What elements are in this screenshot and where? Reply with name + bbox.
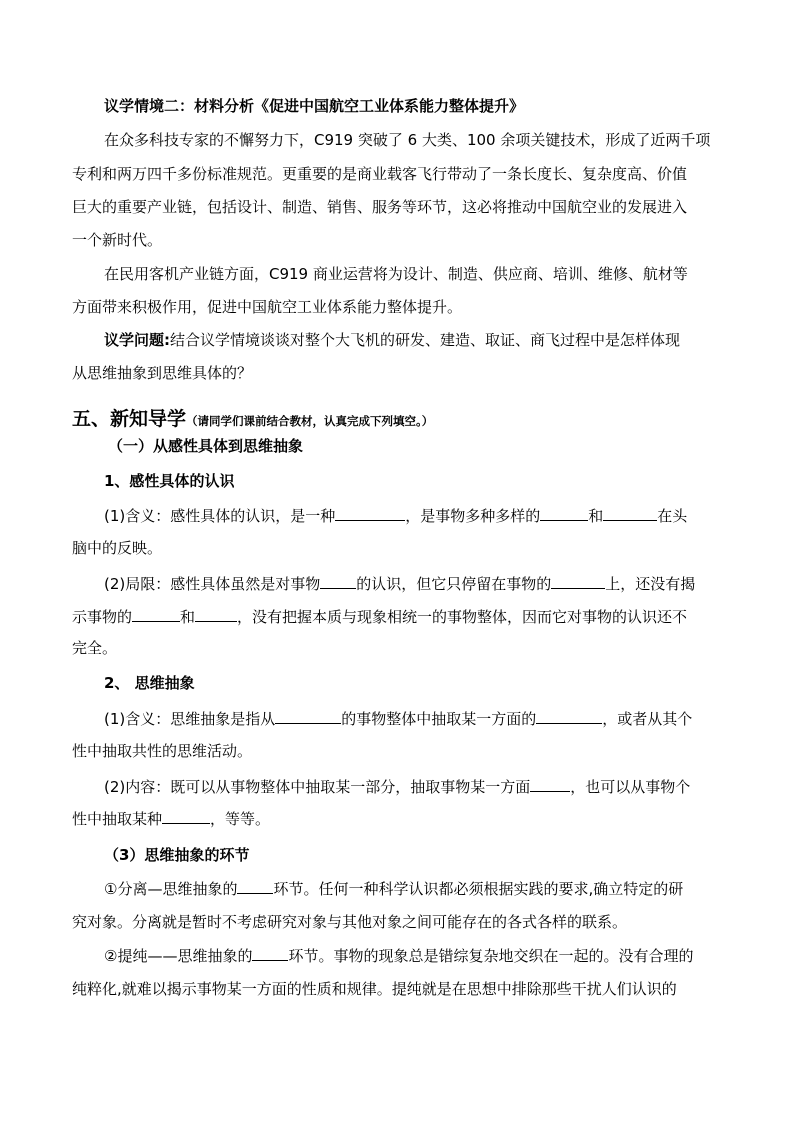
question-line2: 从思维抽象到思维具体的？ <box>72 364 253 382</box>
item1-def-line1: (1)含义：感性具体的认识，是一种 ，是事物多种多样的 和 在头 <box>104 507 688 525</box>
blank-input[interactable] <box>162 808 210 824</box>
blank-input[interactable] <box>320 573 356 589</box>
item2-content-line1: (2)内容：既可以从事物整体中抽取某一部分，抽取事物某一方面 ，也可以从事物个 <box>104 778 691 796</box>
blank-input[interactable] <box>252 945 288 961</box>
step1-line2: 究对象。分离就是暂时不考虑研究对象与其他对象之间可能存在的各式各样的联系。 <box>72 913 628 931</box>
item3-title: （3）思维抽象的环节 <box>104 846 250 864</box>
item1-title: 1、感性具体的认识 <box>104 472 235 490</box>
item1-lim-line3: 完全。 <box>72 639 118 657</box>
section5-heading: 五、新知导学 <box>72 408 187 430</box>
blank-input[interactable] <box>195 606 237 622</box>
step1-line1: ①分离—思维抽象的 环节。任何一种科学认识都必须根据实践的要求,确立特定的研 <box>104 880 684 898</box>
context2-para1-line1: 在众多科技专家的不懈努力下，C919 突破了 6 大类、100 余项关键技术，形成了近两千项 <box>104 131 711 149</box>
item2-def-line2: 性中抽取共性的思维活动。 <box>72 742 253 760</box>
blank-input[interactable] <box>335 505 405 521</box>
blank-input[interactable] <box>132 606 180 622</box>
question-line1 <box>104 330 680 350</box>
step2-line1: ②提纯——思维抽象的 环节。事物的现象总是错综复杂地交织在一起的。没有合理的 <box>104 947 694 965</box>
context2-para2-line2: 方面带来积极作用，促进中国航空工业体系能力整体提升。 <box>72 298 463 316</box>
item2-def-line1: (1)含义：思维抽象是指从 的事物整体中抽取某一方面的 ，或者从其个 <box>104 710 693 728</box>
blank-input[interactable] <box>536 708 602 724</box>
item2-title: 2、 思维抽象 <box>104 674 195 692</box>
item1-lim-line2: 示事物的 和 ，没有把握本质与现象相统一的事物整体，因而它对事物的认识还不 <box>72 608 688 626</box>
item1-lim-line1: (2)局限：感性具体虽然是对事物 的认识，但它只停留在事物的 上，还没有揭 <box>104 575 696 593</box>
step2-line2: 纯粹化,就难以揭示事物某一方面的性质和规律。提纯就是在思想中排除那些干扰人们认识的 <box>72 980 677 998</box>
question-label: 议学问题: <box>104 331 170 349</box>
section5-note: （请同学们课前结合教材，认真完成下列填空。） <box>186 414 434 428</box>
item2-content-line2: 性中抽取某种 ，等等。 <box>72 810 271 828</box>
blank-input[interactable] <box>530 776 570 792</box>
blank-input[interactable] <box>237 878 273 894</box>
context2-para2-line1: 在民用客机产业链方面，C919 商业运营将为设计、制造、供应商、培训、维修、航材等 <box>104 265 688 283</box>
context2-para1-line3: 巨大的重要产业链，包括设计、制造、销售、服务等环节，这必将推动中国航空业的发展进入 <box>72 198 688 216</box>
sub1-heading: （一）从感性具体到思维抽象 <box>108 437 304 455</box>
item1-def-line2: 脑中的反映。 <box>72 539 163 557</box>
blank-input[interactable] <box>275 708 341 724</box>
blank-input[interactable] <box>540 505 588 521</box>
context2-para1-line4: 一个新时代。 <box>72 231 163 249</box>
context2-para1-line2: 专利和两万四千多份标准规范。更重要的是商业载客飞行带动了一条长度长、复杂度高、价值 <box>72 165 688 183</box>
question-text: 结合议学情境谈谈对整个大飞机的研发、建造、取证、商飞过程中是怎样体现 <box>170 331 681 349</box>
context2-title: 议学情境二：材料分析《促进中国航空工业体系能力整体提升》 <box>104 97 525 115</box>
section5-heading-line <box>72 407 433 431</box>
blank-input[interactable] <box>603 505 657 521</box>
blank-input[interactable] <box>551 573 605 589</box>
